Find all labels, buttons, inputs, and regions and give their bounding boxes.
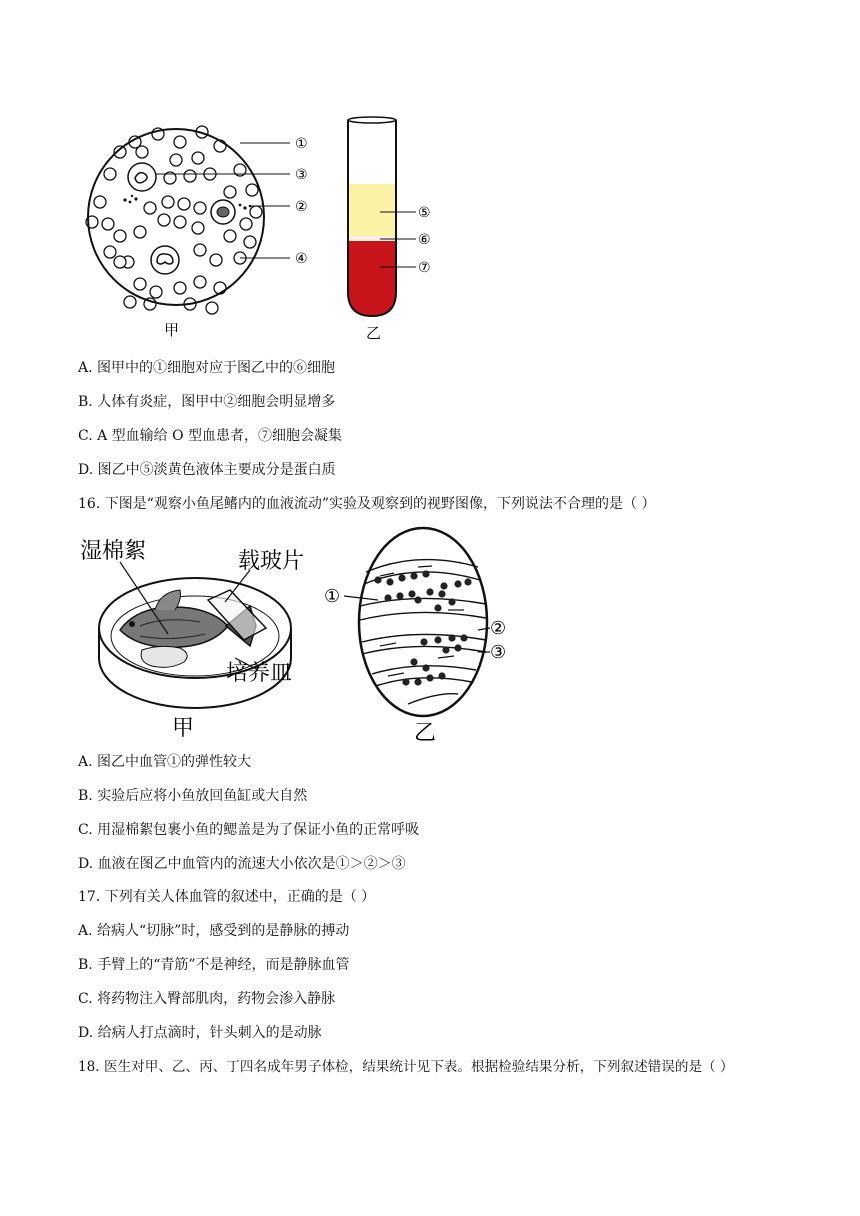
fin-view-figure: [318, 522, 518, 747]
blood-smear-figure: [80, 112, 330, 342]
label-slide: 载玻片: [238, 549, 305, 574]
q18-stem: 18. 医生对甲、乙、丙、丁四名成年男子体检，结果统计见下表。根据检验结果分析，下列叙述错误的是（ ）: [78, 1059, 734, 1075]
red-blood-cell: [136, 146, 148, 158]
q16-option-c: C. 用湿棉絮包裹小鱼的鳃盖是为了保证小鱼的正常呼吸: [78, 822, 420, 838]
vessel-blood-cell: [448, 634, 455, 641]
vessel-blood-cell: [402, 678, 409, 685]
red-blood-cell: [114, 230, 126, 242]
vessel-blood-cell: [434, 636, 441, 643]
red-blood-cell: [178, 198, 190, 210]
q16-stem: 16. 下图是“观察小鱼尾鳍内的血液流动”实验及观察到的视野图像，下列说法不合理的是（ ）: [78, 496, 656, 512]
red-blood-cell: [240, 218, 252, 230]
vessel-blood-cell: [426, 588, 433, 595]
vessel-blood-cell: [426, 674, 433, 681]
label-1: ①: [295, 136, 308, 152]
red-blood-cell: [250, 206, 262, 218]
vessel-blood-cell: [386, 578, 393, 585]
vessel-blood-cell: [464, 578, 471, 585]
vessel-blood-cell: [422, 570, 429, 577]
red-blood-cell: [134, 278, 146, 290]
red-blood-cell: [170, 154, 182, 166]
red-blood-cell: [224, 230, 236, 242]
vessel-blood-cell: [454, 580, 461, 587]
q16-option-d: D. 血液在图乙中血管内的流速大小依次是①＞②＞③: [78, 856, 406, 872]
red-blood-cell: [102, 218, 114, 230]
white-blood-cell-3: [151, 246, 179, 274]
white-blood-cell-1: [128, 163, 156, 191]
red-blood-cell: [162, 196, 174, 208]
red-blood-cell: [194, 276, 206, 288]
red-blood-cell: [194, 244, 206, 256]
red-blood-cell: [174, 216, 186, 228]
q15-option-c: C. A 型血输给 O 型血患者，⑦细胞会凝集: [78, 428, 343, 444]
red-blood-cell: [246, 184, 258, 196]
label-6: ⑥: [418, 232, 431, 248]
vessel-blood-cell: [420, 638, 427, 645]
red-blood-cell: [224, 186, 236, 198]
q17-option-b: B. 手臂上的“青筋”不是神经，而是静脉血管: [78, 957, 350, 973]
red-blood-cell: [174, 136, 186, 148]
vessel-label-2: ②: [490, 618, 507, 639]
vessel-blood-cell: [410, 572, 417, 579]
red-blood-cell: [206, 302, 218, 314]
vessel-blood-cell: [438, 590, 445, 597]
vessel-blood-cell: [440, 582, 447, 589]
vessel-blood-cell: [374, 576, 381, 583]
red-blood-cell: [104, 246, 116, 258]
label-2: ②: [295, 199, 308, 215]
q15-option-a: A. 图甲中的①细胞对应于图乙中的⑥细胞: [78, 360, 336, 376]
label-dish: 培养皿: [226, 661, 293, 686]
q17-option-d: D. 给病人打点滴时，针头刺入的是动脉: [78, 1025, 322, 1041]
q15-option-d: D. 图乙中⑤淡黄色液体主要成分是蛋白质: [78, 462, 336, 478]
red-cell-layer: [348, 241, 396, 316]
q16-option-b: B. 实验后应将小鱼放回鱼缸或大自然: [78, 788, 308, 804]
test-tube-figure: [340, 112, 450, 342]
vessel-blood-cell: [422, 664, 429, 671]
caption-jia: 甲: [164, 321, 180, 339]
vessel-blood-cell: [414, 678, 421, 685]
q15-option-b: B. 人体有炎症，图甲中②细胞会明显增多: [78, 394, 336, 410]
label-5: ⑤: [418, 205, 431, 221]
q16-option-a: A. 图乙中血管①的弹性较大: [78, 754, 252, 770]
red-blood-cells: [86, 126, 262, 314]
red-blood-cell: [104, 168, 116, 180]
red-blood-cell: [124, 296, 136, 308]
label-wet-cotton: 湿棉絮: [80, 539, 147, 564]
red-blood-cell: [114, 256, 126, 268]
q17-option-a: A. 给病人“切脉”时，感受到的是静脉的搏动: [78, 923, 350, 939]
white-blood-cell-2: [211, 200, 235, 224]
fish-dish-figure: [80, 530, 310, 745]
red-blood-cell: [94, 196, 106, 208]
red-blood-cell: [192, 222, 204, 234]
red-blood-cell: [194, 202, 206, 214]
vessel-blood-cell: [408, 590, 415, 597]
vessel-blood-cell: [398, 574, 405, 581]
label-7: ⑦: [418, 260, 431, 276]
red-blood-cell: [150, 286, 162, 298]
vessel-blood-cell: [384, 594, 391, 601]
q17-option-c: C. 将药物注入臀部肌肉，药物会渗入静脉: [78, 991, 336, 1007]
label-4: ④: [295, 251, 308, 267]
red-blood-cell: [174, 282, 186, 294]
caption-jia-2: 甲: [172, 716, 195, 741]
q17-stem: 17. 下列有关人体血管的叙述中，正确的是（ ）: [78, 889, 376, 905]
vessel-blood-cell: [448, 598, 455, 605]
caption-yi-2: 乙: [414, 721, 437, 746]
red-blood-cell: [192, 152, 204, 164]
wet-cotton: [141, 646, 187, 667]
vessel-blood-cell: [442, 646, 449, 653]
vessel-blood-cell: [396, 592, 403, 599]
caption-yi: 乙: [366, 324, 382, 342]
vessel-blood-cell: [454, 644, 461, 651]
red-blood-cell: [158, 214, 170, 226]
vessel-blood-cell: [434, 604, 441, 611]
vessel-blood-cell: [460, 634, 467, 641]
red-blood-cell: [134, 226, 146, 238]
label-3: ③: [295, 167, 308, 183]
red-blood-cell: [144, 202, 156, 214]
vessel-label-3: ③: [490, 642, 507, 663]
vessel-label-1: ①: [324, 586, 341, 607]
red-blood-cell: [244, 236, 256, 248]
vessel-blood-cell: [410, 658, 417, 665]
serum-layer: [348, 184, 396, 236]
red-blood-cell: [184, 170, 196, 182]
vessel-blood-cell: [438, 672, 445, 679]
vessel-blood-cell: [414, 596, 421, 603]
red-blood-cell: [210, 254, 222, 266]
